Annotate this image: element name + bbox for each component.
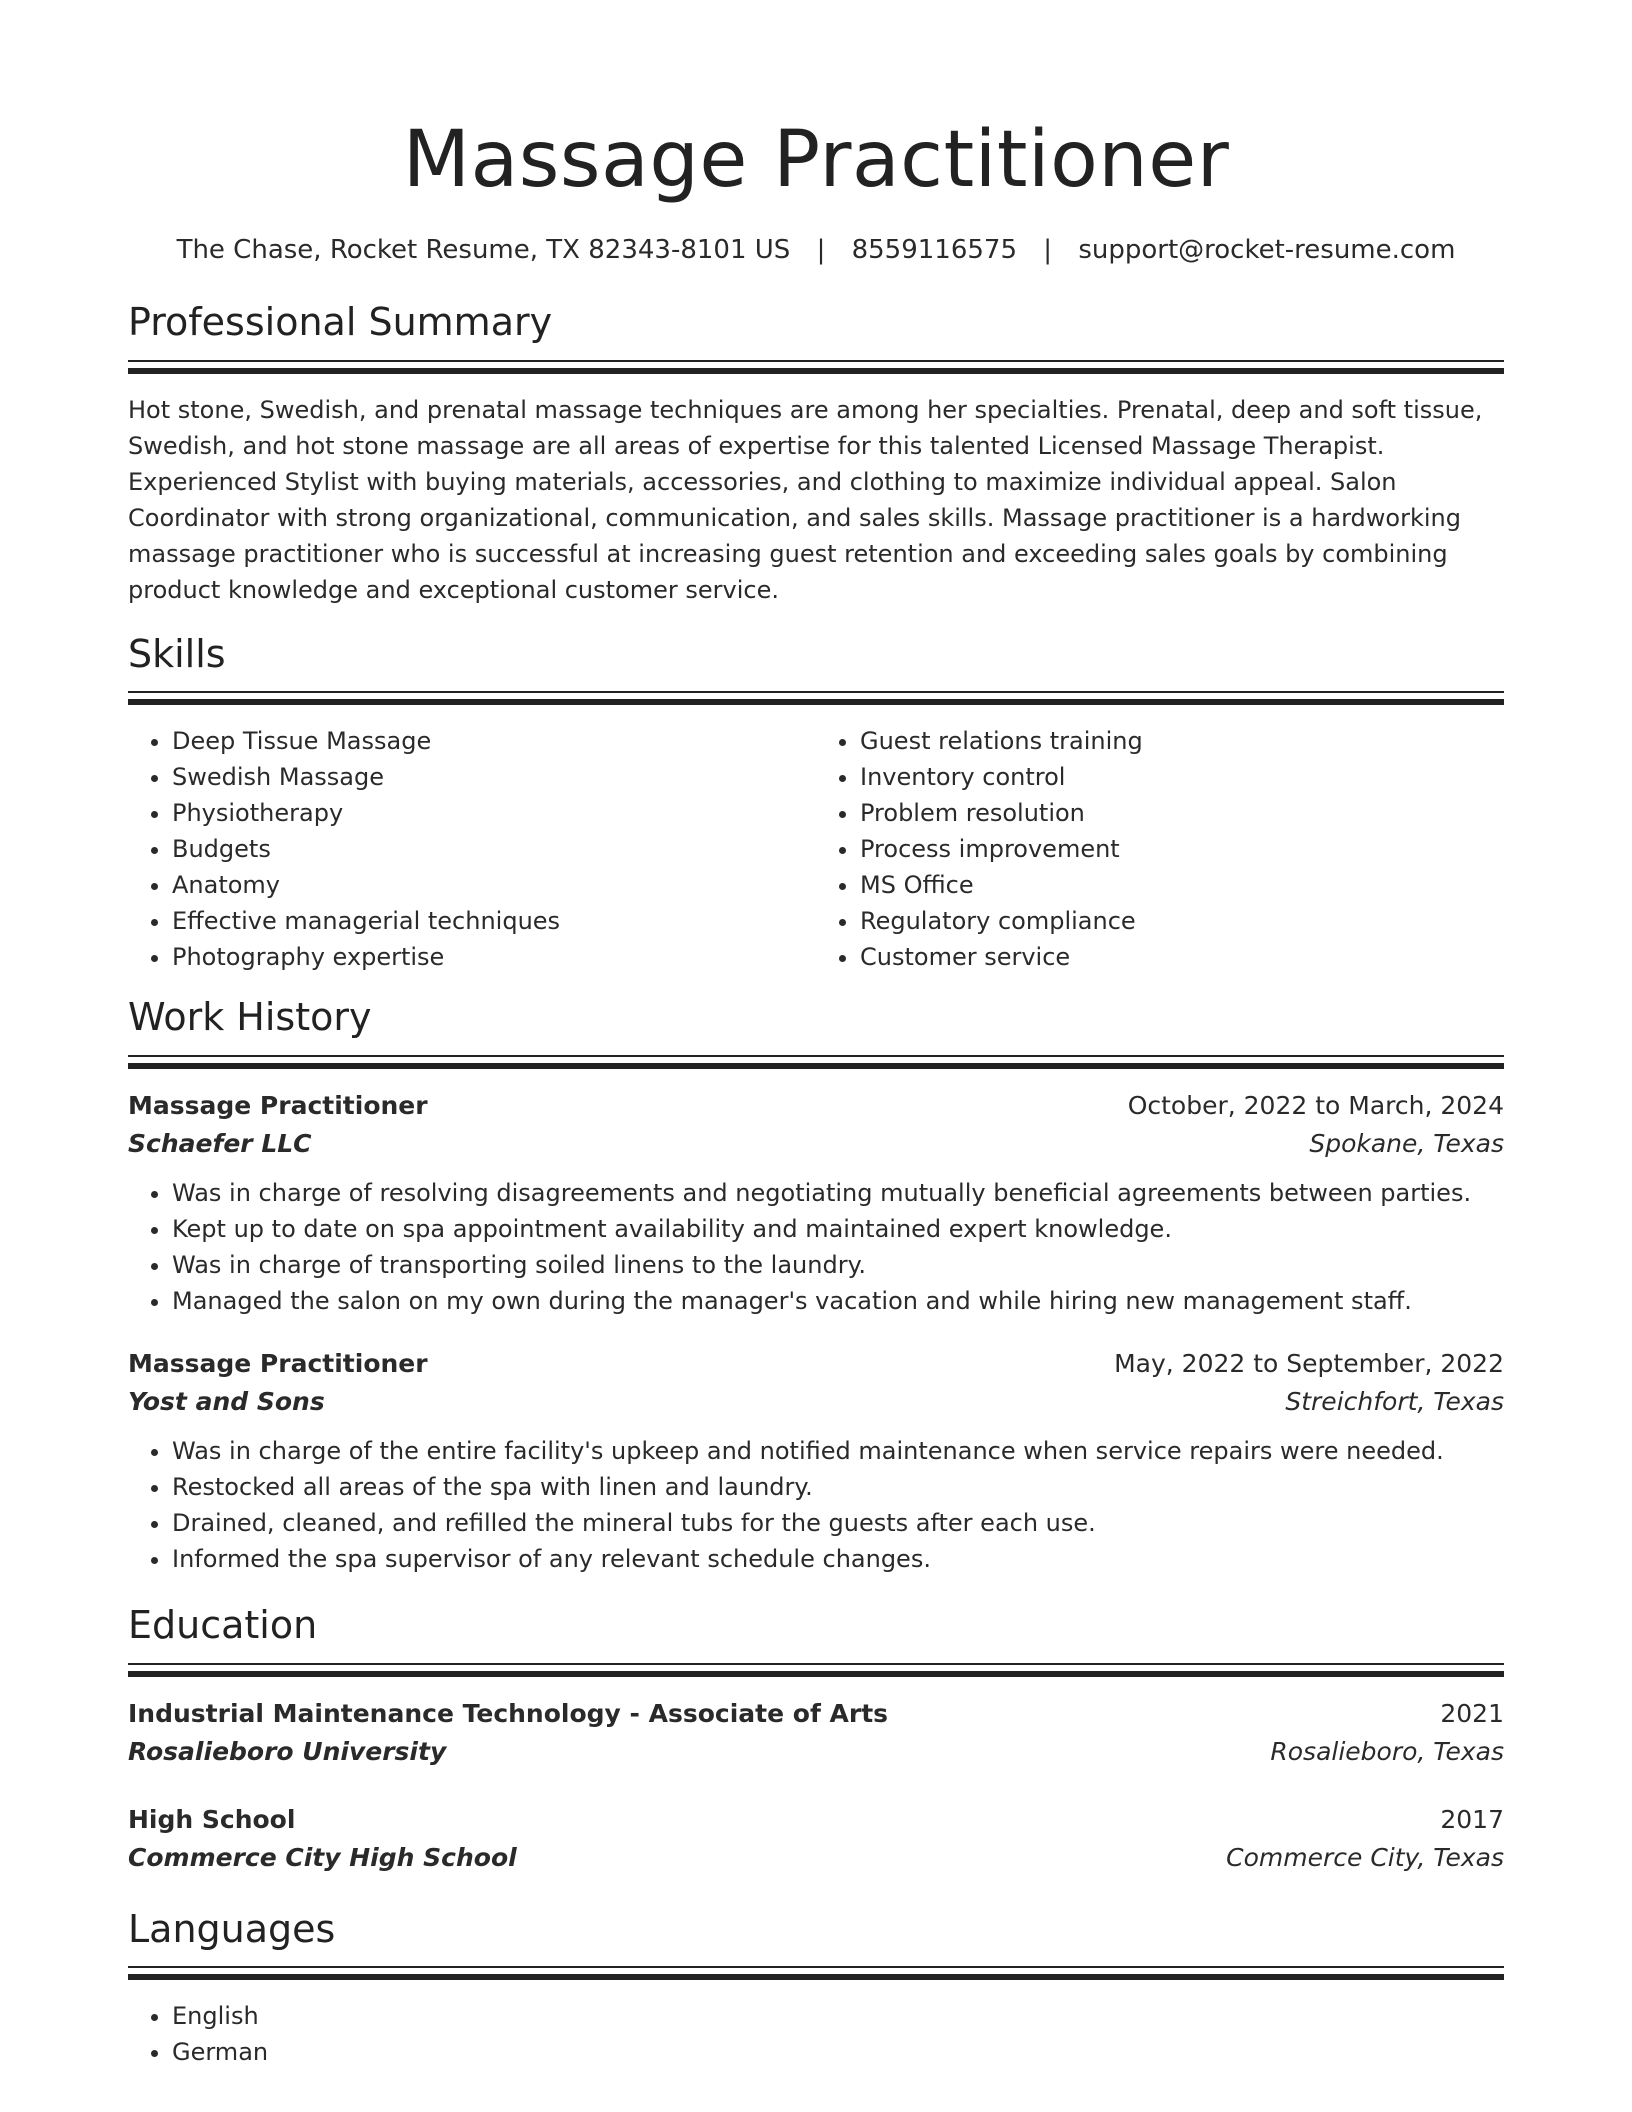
education-degree-row [128,1801,1504,1839]
skill-item: • Effective managerial techniques [172,903,816,939]
languages-list [128,1998,1504,2070]
skill-item: • Process improvement [860,831,1504,867]
section-title-work: Work History [128,995,372,1040]
job-duty: • Was in charge of the entire facility's upkeep and notified maintenance when service repairs were needed. [172,1433,1504,1469]
job-company-row [128,1125,1504,1163]
job-company-row [128,1383,1504,1421]
skills-list-right [816,723,1504,975]
job-duty: • Was in charge of transporting soiled linens to the laundry. [172,1247,1504,1283]
job-header-row [128,1087,1504,1125]
skills-section [128,632,1504,976]
section-title-languages: Languages [128,1906,336,1951]
section-divider [128,1663,1504,1677]
languages-section [128,1907,1504,2071]
contact-separator: | [816,234,826,265]
education-year: 2021 [1440,1698,1504,1728]
skill-item: • Swedish Massage [172,759,816,795]
job-entry [128,1087,1504,1319]
job-duty: • Managed the salon on my own during the manager's vacation and while hiring new management staff. [172,1283,1504,1319]
section-title-summary: Professional Summary [128,300,553,345]
education-school: Rosalieboro University [128,1736,447,1766]
job-duty: • Informed the spa supervisor of any relevant schedule changes. [172,1541,1504,1577]
skill-item: • Anatomy [172,867,816,903]
skill-item: • Photography expertise [172,939,816,975]
section-divider [128,691,1504,705]
section-title-skills: Skills [128,631,226,676]
section-divider [128,1966,1504,1980]
skill-item: • Physiotherapy [172,795,816,831]
education-location: Commerce City, Texas [1226,1842,1504,1872]
job-location: Spokane, Texas [1309,1128,1504,1158]
contact-phone: 8559116575 [851,234,1018,265]
resume-name: Massage Practitioner [402,115,1230,205]
skill-item: • Deep Tissue Massage [172,723,816,759]
section-divider [128,1055,1504,1069]
skill-item: • Inventory control [860,759,1504,795]
education-school-row [128,1733,1504,1771]
skills-columns [128,723,1504,975]
job-duties-list [128,1175,1504,1319]
education-section [128,1603,1504,1877]
job-dates: May, 2022 to September, 2022 [1114,1348,1504,1378]
job-duty: • Kept up to date on spa appointment availability and maintained expert knowledge. [172,1211,1504,1247]
skill-item: • Guest relations training [860,723,1504,759]
job-duties-list [128,1433,1504,1577]
education-entry [128,1801,1504,1877]
job-dates: October, 2022 to March, 2024 [1127,1090,1504,1120]
contact-email: support@rocket-resume.com [1078,234,1456,265]
contact-line [128,232,1504,268]
job-entry [128,1345,1504,1577]
education-degree: High School [128,1804,296,1834]
job-position: Massage Practitioner [128,1348,428,1378]
skill-item: • Budgets [172,831,816,867]
job-duty: • Restocked all areas of the spa with linen and laundry. [172,1469,1504,1505]
job-duty: • Was in charge of resolving disagreements and negotiating mutually beneficial agreements between parties. [172,1175,1504,1211]
education-year: 2017 [1440,1804,1504,1834]
summary-text: Hot stone, Swedish, and prenatal massage techniques are among her specialties. Prenatal, deep and soft tissue, Swedish, and hot stone massage are all areas of expertise for this talented Licensed Massage Therapist. Experienced Stylist with buying materials, accessories, and clothing to maximize individual appeal. Salon Coordinator with strong organizational, communication, and sales skills. Massage practitioner is a hardworking massage practitioner who is successful at increasing guest retention and exceeding sales goals by combining product knowledge and exceptional customer service. [128,395,1483,604]
job-company: Schaefer LLC [128,1128,312,1158]
section-divider [128,360,1504,374]
job-location: Streichfort, Texas [1285,1386,1504,1416]
contact-address: The Chase, Rocket Resume, TX 82343-8101 US [176,234,791,265]
education-degree-row [128,1695,1504,1733]
job-position: Massage Practitioner [128,1090,428,1120]
education-school-row [128,1839,1504,1877]
contact-separator: | [1043,234,1053,265]
education-location: Rosalieboro, Texas [1270,1736,1504,1766]
skills-list-left [128,723,816,975]
job-company: Yost and Sons [128,1386,325,1416]
work-section [128,995,1504,1577]
skill-item: • Problem resolution [860,795,1504,831]
education-entry [128,1695,1504,1771]
skill-item: • MS Office [860,867,1504,903]
summary-section [128,300,1504,608]
language-item: • English [172,1998,1504,2034]
job-header-row [128,1345,1504,1383]
skill-item: • Customer service [860,939,1504,975]
education-school: Commerce City High School [128,1842,517,1872]
job-duty: • Drained, cleaned, and refilled the mineral tubs for the guests after each use. [172,1505,1504,1541]
skill-item: • Regulatory compliance [860,903,1504,939]
language-item: • German [172,2034,1504,2070]
education-degree: Industrial Maintenance Technology - Associate of Arts [128,1698,889,1728]
section-title-education: Education [128,1602,318,1647]
